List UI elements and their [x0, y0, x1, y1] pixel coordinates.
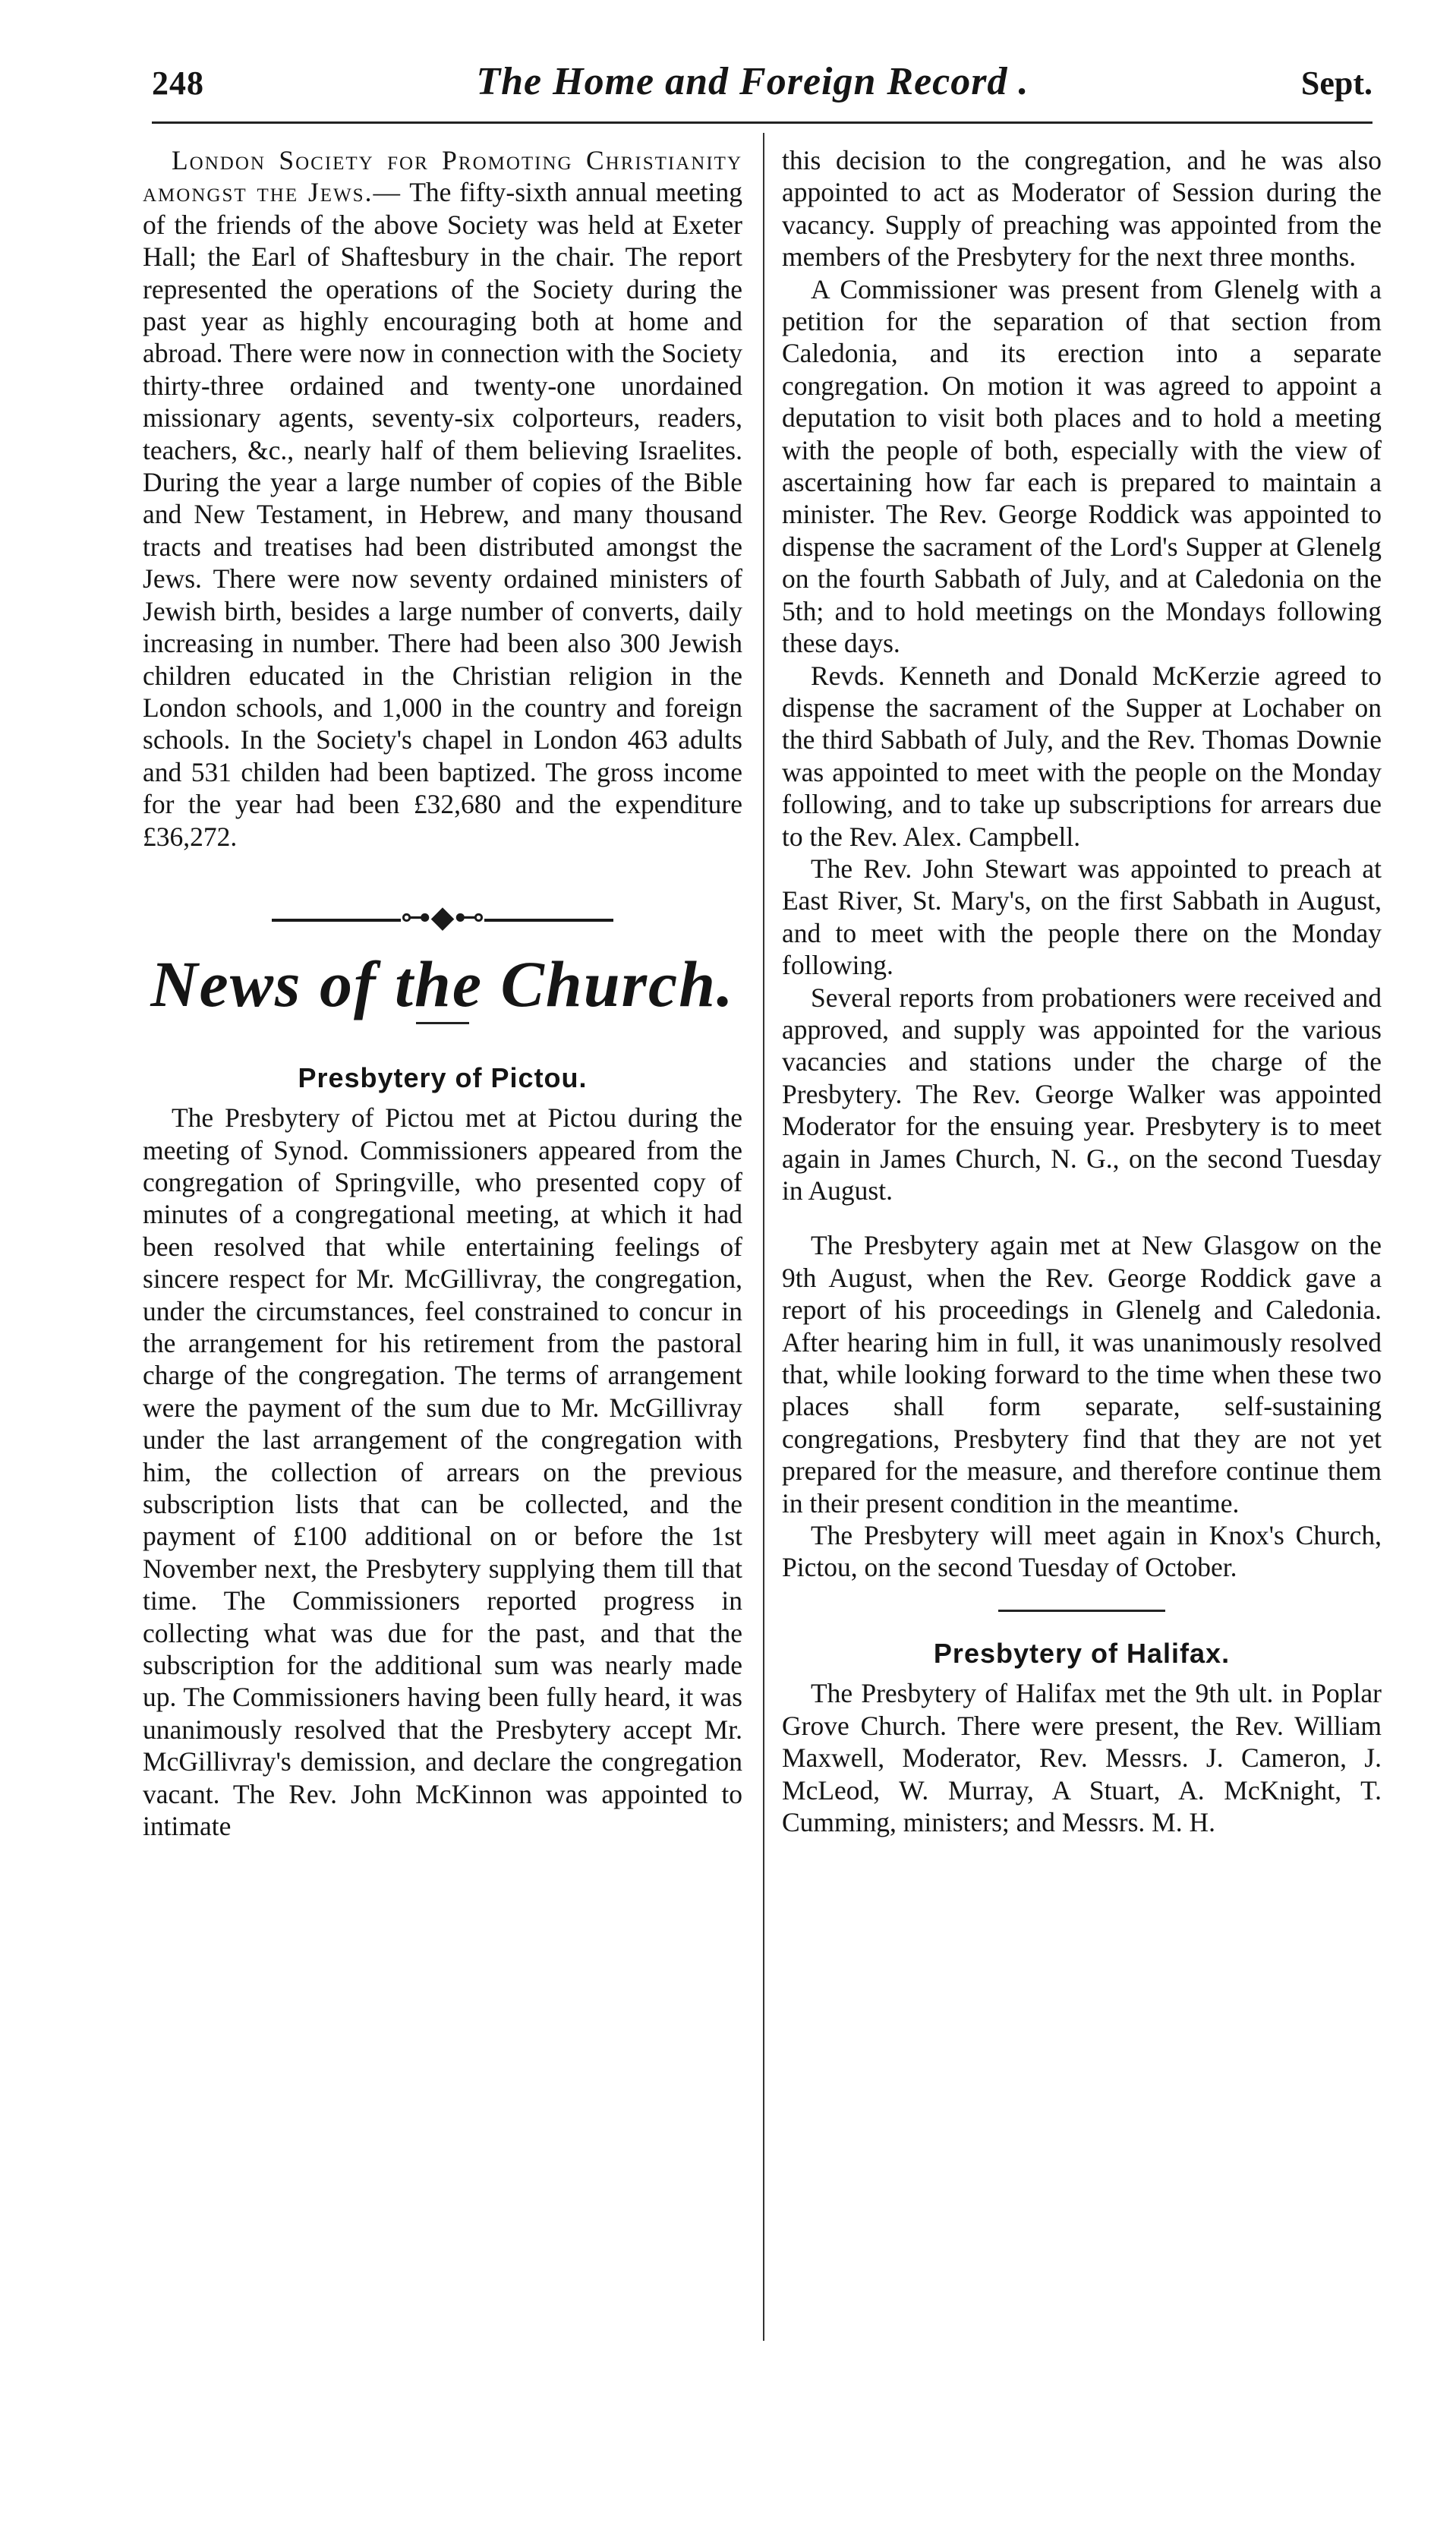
right-column	[782, 144, 1382, 1838]
paragraph: Several reports from probationers were received and approved, and supply was appointed for the various vacancies and stations under the charge of the Presbytery. The Rev. George Walker was appointed Moderator for the ensuing year. Presbytery is to meet again in James Church, N. G., on the second Tuesday in August.	[782, 982, 1382, 1206]
paragraph: Revds. Kenneth and Donald McKerzie agreed to dispense the sacrament of the Supper at Lochaber on the third Sabbath of July, and the Rev. Thomas Downie was appointed to meet with the people on the Monday following, and to take up subscriptions for arrears due to the Rev. Alex. Campbell.	[782, 660, 1382, 852]
column-divider	[763, 133, 764, 2341]
pictou-body: The Presbytery of Pictou met at Pictou during the meeting of Synod. Commissioners appeared from the congregation of Springville, who presented copy of minutes of a congregational meeting, at which it had been resolved that while entertaining feelings of sincere respect for Mr. McGillivray, the congregation, under the circumstances, feel constrained to concur in the arrangement for his retirement from the pastoral charge of the congregation. The terms of arrangement were the payment of the sum due to Mr. McGillivray under the last arrangement of the congregation with him, the collection of arrears on the previous subscription lists that can be collected, and the payment of £100 additional on or before the 1st November next, the Presbytery supplying them till that time. The Commissioners reported progress in collecting what was due for the past, and that the subscription for the additional sum was nearly made up. The Commissioners having been fully heard, it was unanimously resolved that the Presbytery accept Mr. McGillivray's demission, and declare the congregation vacant. The Rev. John McKinnon was appointed to intimate	[143, 1102, 742, 1842]
paragraph: The Rev. John Stewart was appointed to preach at East River, St. Mary's, on the first Sabbath in August, and to meet with the people there on the Monday following.	[782, 853, 1382, 981]
left-column	[143, 144, 742, 1843]
paragraph: A Commissioner was present from Glenelg with a petition for the separation of that section from Caledonia, and its erection into a separate congregation. On motion it was agreed to appoint a deputation to visit both places and to hold a meeting with the people of both, especially with the view of ascertaining how far each is prepared to maintain a minister. The Rev. George Roddick was appointed to dispense the sacrament of the Lord's Supper at Glenelg on the fourth Sabbath of July, and at Caledonia on the 5th; and to hold meetings on the Mondays following these days.	[782, 273, 1382, 659]
paragraph: The Presbytery again met at New Glasgow on the 9th August, when the Rev. George Roddick gave a report of his proceedings in Glenelg and Caledonia. After hearing him in full, it was unanimously resolved that, while looking forward to the time when these two places shall form separate, self-sustaining congregations, Presbytery find that they are not yet prepared for the measure, and therefore continue them in their present condition in the meantime.	[782, 1230, 1382, 1519]
london-society-body: The fifty-sixth annual meeting of the friends of the above Society was held at Exeter Hall; the Earl of Shaftesbury in the chair. The report represented the operations of the Society during the past year as highly encouraging both at home and abroad. There were now in connection with the Society thirty-three ordained and twenty-one unordained missionary agents, seventy-six colporteurs, readers, teachers, &c., nearly half of them believing Israelites. During the year a large number of copies of the Bible and New Testament, in Hebrew, and many thousand tracts and treatises had been distributed amongst the Jews. There were now seventy ordained ministers of Jewish birth, besides a large number of converts, daily increasing in number. There had been also 300 Jewish children educated in the Christian religion in the London schools, and 1,000 in the country and foreign schools. In the Society's chapel in London 463 adults and 531 childen had been baptized. The gross income for the year had been £32,680 and the expenditure £36,272.	[143, 177, 743, 852]
halifax-subhead: Presbytery of Halifax.	[933, 1637, 1231, 1669]
section-title: News of the Church.	[150, 948, 735, 1021]
section-separator	[998, 1610, 1165, 1612]
header-rule	[152, 121, 1372, 124]
ornament-bar-left	[272, 919, 401, 922]
ornament-bar-right	[484, 919, 613, 922]
ornament-glyph: ⊶◆⊷	[400, 899, 485, 934]
paragraph: this decision to the congregation, and he was also appointed to act as Moderator of Session during the vacancy. Supply of preaching was appointed from the members of the Presbytery for the next three months.	[782, 145, 1382, 273]
paragraph: The Presbytery will meet again in Knox's Church, Pictou, on the second Tuesday of October.	[782, 1520, 1382, 1583]
page-header	[152, 59, 1372, 120]
london-society-heading: London Society for Promoting Christianity amongst the Jews.—	[143, 145, 742, 208]
london-society-article	[143, 144, 742, 853]
section-rule	[416, 1022, 469, 1024]
halifax-body: The Presbytery of Halifax met the 9th ult. in Poplar Grove Church. There were present, the Rev. William Maxwell, Moderator, Rev. Messrs. J. Cameron, J. McLeod, W. Murray, A Stuart, A. McKnight, T. Cumming, ministers; and Messrs. M. H.	[782, 1678, 1382, 1837]
ornament-divider	[143, 901, 742, 933]
spacer	[782, 1206, 1382, 1229]
header-month: Sept.	[1300, 65, 1372, 102]
pictou-subhead: Presbytery of Pictou.	[298, 1061, 588, 1093]
page-number: 248	[152, 65, 204, 102]
running-title: The Home and Foreign Record .	[476, 60, 1029, 103]
